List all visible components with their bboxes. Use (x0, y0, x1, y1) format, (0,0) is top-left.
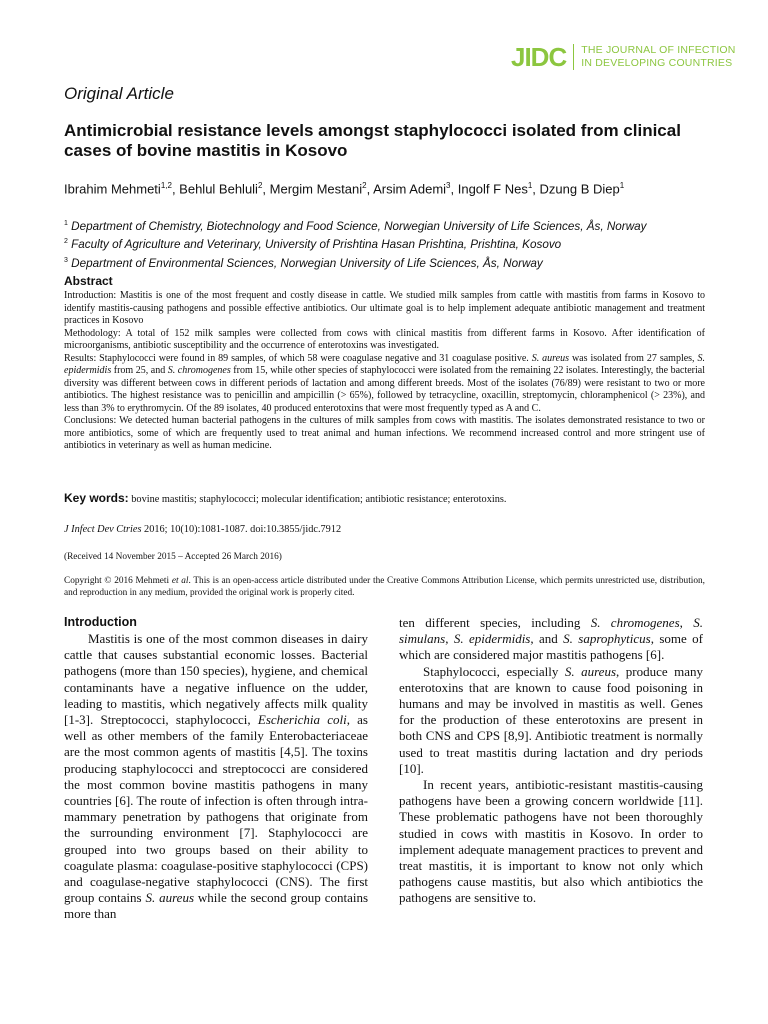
results-text: was isolated from 27 samples, (569, 352, 698, 364)
body-paragraph (399, 615, 703, 664)
abstract-heading: Abstract (64, 274, 113, 288)
abstract-body (64, 290, 705, 453)
author-separator: , (171, 181, 180, 197)
species-name: S. aureus (145, 890, 195, 906)
copyright-notice (64, 576, 705, 599)
affiliation-text: Department of Environmental Sciences, Norwegian University of Life Sciences, Ås, Norway (71, 256, 543, 270)
species-name: S. chromogenes (167, 365, 231, 376)
species-name: S. saprophyticus (563, 631, 651, 647)
affiliation-number: 3 (64, 256, 68, 264)
abstract-introduction: Introduction: Mastitis is one of the most frequent and costly disease in cattle. We studied milk samples from cattle with mastitis from farms in Kosovo to identify mastitis-causing pathogens and possible effective antibiotics. Our ultimate goal is to help implement adequate antibiotic management and treatment practices in Kosovo (64, 290, 705, 326)
journal-logo-mark: JIDC (511, 42, 567, 72)
author-affiliation-marker: 2 (362, 181, 367, 190)
body-paragraph: In recent years, antibiotic-resistant mastitis-causing pathogens have been a growing concern worldwide [11]. These problematic pathogens have not been thoroughly studied in cows with mastitis in Kosovo. In order to implement adequate management practices to prevent and treat mastitis, it is important to know not only which pathogens cause mastitis, but also which antibiotics the pathogens are sensitive to. (399, 777, 703, 906)
body-text: Staphylococci, especially (423, 663, 565, 679)
affiliation (64, 253, 647, 271)
affiliation-number: 1 (64, 220, 68, 227)
body-text: Mastitis is one of the most common diseases in dairy cattle that causes substantial economic losses. Bacterial pathogens (more than 150 species), hygiene, and chemical contaminants have a negative influence on the udder, leading to mastitis, which negatively affects milk quality [1-3]. Streptococci, staphylococci, (64, 631, 368, 728)
journal-name-line-2: IN DEVELOPING COUNTRIES (581, 57, 733, 69)
species-name: S. aureus (564, 663, 617, 679)
body-text: , and (530, 631, 564, 647)
affiliation-text: Faculty of Agriculture and Veterinary, University of Prishtina Hasan Prishtina, Prishtina, Kosovo (71, 238, 562, 252)
author-affiliation-marker: 2 (257, 181, 263, 190)
species-name: Escherichia coli (257, 712, 347, 728)
body-text: , as well as other members of the family Enterobacteriaceae are the most common agents of mastitis [4,5]. The toxins producing staphylococci and streptococci are considered the most common bovine mastitis pathogens in many countries [6]. The route of infection is often through intra-mammary penetration by pathogens that originate from the surrounding environment [7]. Staphylococci are grouped into two groups based on their ability to coagulate plasma: coagulase-positive staphylococci (CPS) and coagulase-negative staphylococci (CNS). The first group contains (64, 712, 368, 906)
copyright-text: Copyright © 2016 Mehmeti (64, 576, 172, 586)
abstract-results (64, 353, 705, 416)
article-title: Antimicrobial resistance levels amongst staphylococci isolated from clinical cases of bovine mastitis in Kosovo (64, 121, 681, 160)
species-name: S. epidermidis (64, 352, 705, 376)
affiliations (64, 216, 647, 271)
citation (64, 524, 341, 535)
body-text: , (445, 631, 454, 647)
introduction-heading: Introduction (64, 615, 137, 629)
copyright-et-al: et al (171, 576, 189, 586)
author-affiliation-marker: 1,2 (160, 181, 172, 190)
author-affiliation-marker: 1 (619, 181, 625, 190)
author-name: Arsim Ademi (373, 181, 447, 197)
author-affiliation-marker: 1 (527, 181, 533, 190)
author-name: Behlul Behluli (179, 181, 258, 197)
body-text: , produce many enterotoxins that are known to cause food poisoning in humans and may be involved in mastitis as well. Genes for the production of these enterotoxins are present in both CNS and CPS [8,9]. Antibiotic treatment is normally used to treat mastitis during lactation and dry periods [10]. (399, 663, 703, 776)
body-text: while the second group contains more than (64, 890, 369, 922)
affiliation (64, 234, 647, 252)
results-text: Results: Staphylococci were found in 89 samples, of which 58 were coagulase negative and 31 coagulase positive. (64, 352, 532, 364)
body-column-right (399, 615, 703, 907)
author-name: Mergim Mestani (269, 181, 363, 197)
species-name: S. aureus (531, 352, 570, 364)
journal-logo (511, 43, 736, 71)
citation-details: 2016; 10(10):1081-1087. doi:10.3855/jidc.7912 (141, 524, 342, 535)
author-separator: , (450, 181, 458, 197)
author-name: Ibrahim Mehmeti (64, 181, 161, 197)
keywords-heading: Key words: (64, 491, 129, 505)
citation-journal: J Infect Dev Ctries (64, 524, 142, 535)
species-name: S. simulans (399, 615, 703, 647)
author-name: Ingolf F Nes (457, 181, 528, 197)
species-name: S. chromogenes (590, 615, 680, 630)
author-affiliation-marker: 3 (446, 181, 451, 190)
author-separator: , (532, 181, 540, 197)
keywords (64, 491, 506, 505)
affiliation-number: 2 (64, 238, 68, 246)
author-separator: , (262, 181, 270, 197)
abstract-conclusions: Conclusions: We detected human bacterial pathogens in the cultures of milk samples from cows with mastitis. The isolates demonstrated resistance to two or more antibiotics, some of which are frequently used to treat animal and human infections. We recommend increased control and more stringent use of antibiotics in veterinary as well as human medicine. (64, 415, 705, 451)
received-dates: (Received 14 November 2015 – Accepted 26 March 2016) (64, 552, 282, 562)
affiliation (64, 216, 647, 234)
body-text: , some of which are considered major mastitis pathogens [6]. (399, 631, 703, 663)
body-paragraph (399, 664, 703, 777)
body-text: , (679, 615, 694, 630)
journal-name (581, 44, 735, 70)
copyright-text: . This is an open-access article distributed under the Creative Commons Attribution License, which permits unrestricted use, distribution, and reproduction in any medium, provided the original work is properly cited. (64, 576, 705, 598)
keywords-text: bovine mastitis; staphylococci; molecular identification; antibiotic resistance; enterotoxins. (131, 494, 507, 505)
affiliation-text: Department of Chemistry, Biotechnology and Food Science, Norwegian University of Life Sciences, Ås, Norway (71, 219, 647, 233)
author-list (64, 181, 624, 196)
body-paragraph (64, 631, 368, 923)
author-separator: , (366, 181, 374, 197)
results-text: from 25, and (111, 365, 168, 376)
results-text: from 15, while other species of staphylococci were isolated from the remaining 22 isolates. Interestingly, the bacterial diversity was different between cows in different periods of lactation and among different breeds. Most of the isolates (76/89) were resistant to two or more antibiotics. The highest resistance was to penicillin and ampicillin (> 65%), followed by tetracycline, oxacillin, streptomycin, chloramphenicol (> 23%), and less than 3% to erythromycin. Of the 89 isolates, 40 produced enterotoxins that were most frequently typed as A and C. (64, 365, 705, 414)
body-text: ten different species, including (399, 615, 591, 630)
author-name: Dzung B Diep (539, 181, 620, 197)
abstract-methodology: Methodology: A total of 152 milk samples were collected from cows with clinical mastitis from different farms in Kosovo. After identification of microorganisms, antibiotic susceptibility and the occurrence of enterotoxins was investigated. (64, 327, 705, 351)
species-name: S. epidermidis (453, 631, 531, 647)
logo-divider (573, 44, 574, 70)
journal-name-line-1: THE JOURNAL OF INFECTION (581, 44, 736, 56)
article-type: Original Article (64, 84, 174, 103)
body-column-left (64, 631, 368, 923)
